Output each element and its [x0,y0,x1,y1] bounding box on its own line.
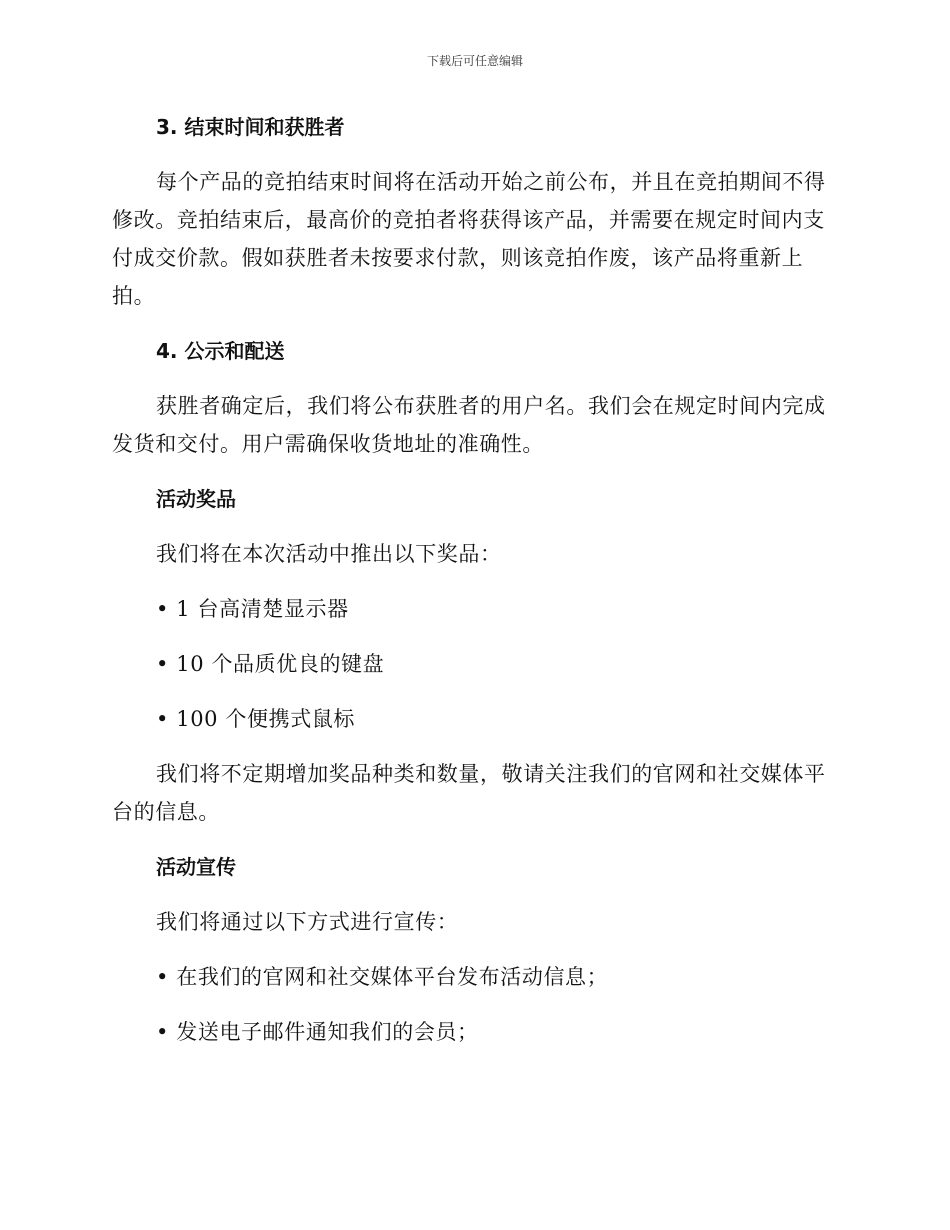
prize-list-item: • 100 个便携式鼠标 [156,707,356,731]
promotion-list-item: • 在我们的官网和社交媒体平台发布活动信息； [156,965,609,989]
prizes-note: 我们将不定期增加奖品种类和数量，敬请关注我们的官网和社交媒体平台的信息。 [112,762,826,824]
document-body [112,108,838,1051]
section-heading-prizes: 活动奖品 [156,487,236,511]
section-heading-end-time-and-winner: 3. 结束时间和获胜者 [156,115,345,139]
section-heading-promotion: 活动宣传 [156,855,236,879]
prize-list-item: • 10 个品质优良的键盘 [156,652,385,676]
paragraph-announcement-and-delivery: 获胜者确定后，我们将公布获胜者的用户名。我们会在规定时间内完成发货和交付。用户需确保收货地址的准确性。 [112,394,826,456]
prizes-intro: 我们将在本次活动中推出以下奖品： [156,542,502,566]
page-header: 下载后可任意编辑 [426,54,523,68]
prize-list-item: • 1 台高清楚显示器 [156,597,349,621]
paragraph-end-time-and-winner: 每个产品的竞拍结束时间将在活动开始之前公布，并且在竞拍期间不得修改。竞拍结束后，最高价的竞拍者将获得该产品，并需要在规定时间内支付成交价款。假如获胜者未按要求付款，则该竞拍作废，该产品将重新上拍。 [112,170,826,308]
section-heading-announcement-and-delivery: 4. 公示和配送 [156,339,285,363]
promotion-intro: 我们将通过以下方式进行宣传： [156,910,459,934]
promotion-list-item: • 发送电子邮件通知我们的会员； [156,1020,479,1044]
